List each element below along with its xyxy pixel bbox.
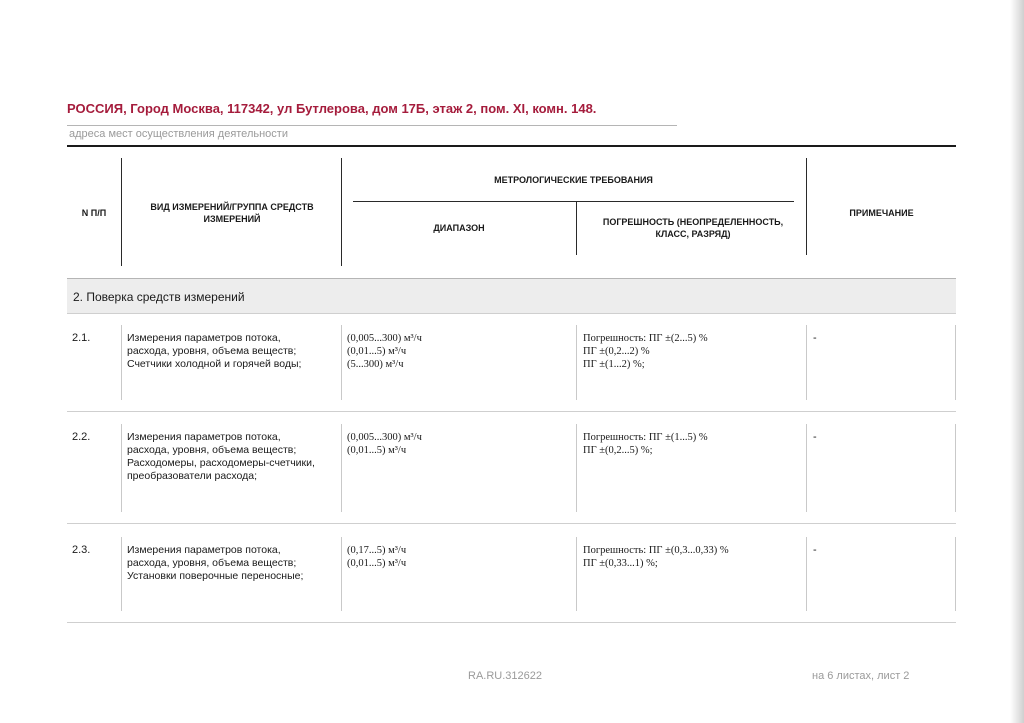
row-error-line: Погрешность: ПГ ±(1...5) % [583, 432, 708, 443]
row-divider [121, 537, 122, 611]
header-divider-2 [341, 158, 342, 266]
row-divider [806, 537, 807, 611]
header-error: ПОГРЕШНОСТЬ (НЕОПРЕДЕЛЕННОСТЬ, КЛАСС, РАЗРЯД) [602, 217, 784, 239]
row-divider [341, 325, 342, 400]
header-kind: ВИД ИЗМЕРЕНИЙ/ГРУППА СРЕДСТВ ИЗМЕРЕНИЙ [150, 202, 314, 224]
row-range-line: (0,01...5) м³/ч [347, 558, 407, 569]
row-kind-line: расхода, уровня, объема веществ; [127, 557, 297, 569]
row-kind-line: преобразователи расхода; [127, 470, 258, 482]
row-error-line: Погрешность: ПГ ±(0,3...0,33) % [583, 545, 729, 556]
footer-registry-code: RA.RU.312622 [468, 670, 542, 682]
row-error-line: ПГ ±(0,33...1) %; [583, 558, 658, 569]
row-range-line: (0,005...300) м³/ч [347, 432, 422, 443]
row-range-line: (0,005...300) м³/ч [347, 333, 422, 344]
row-error-line: ПГ ±(0,2...2) % [583, 346, 650, 357]
row-number: 2.2. [72, 431, 91, 443]
metro-subheader-line [353, 201, 794, 202]
row-range-line: (0,17...5) м³/ч [347, 545, 407, 556]
row-divider [806, 424, 807, 512]
section-bottom-line [67, 313, 956, 314]
row-kind-line: Расходомеры, расходомеры-счетчики, [127, 457, 315, 469]
section-title: 2. Поверка средств измерений [73, 290, 245, 304]
row-divider [341, 424, 342, 512]
row-note: - [813, 332, 817, 344]
row-separator [67, 411, 956, 412]
row-divider [955, 325, 956, 400]
row-error-line: Погрешность: ПГ ±(2...5) % [583, 333, 708, 344]
row-error [583, 544, 803, 570]
row-kind-line: расхода, уровня, объема веществ; [127, 345, 297, 357]
row-error-line: ПГ ±(0,2...5) %; [583, 445, 653, 456]
row-divider [806, 325, 807, 400]
row-divider [576, 537, 577, 611]
row-kind [127, 332, 337, 371]
header-metrological: МЕТРОЛОГИЧЕСКИЕ ТРЕБОВАНИЯ [494, 175, 653, 185]
row-note: - [813, 431, 817, 443]
row-kind [127, 544, 337, 583]
address-caption: адреса мест осуществления деятельности [69, 128, 288, 140]
row-kind-line: Измерения параметров потока, [127, 544, 281, 556]
row-kind-line: Измерения параметров потока, [127, 332, 281, 344]
row-divider [576, 424, 577, 512]
address-text: РОССИЯ, Город Москва, 117342, ул Бутлерова, дом 17Б, этаж 2, пом. XI, комн. 148. [67, 101, 597, 116]
row-kind-line: Счетчики холодной и горячей воды; [127, 358, 302, 370]
row-range-line: (5...300) м³/ч [347, 359, 404, 370]
row-kind-line: расхода, уровня, объема веществ; [127, 444, 297, 456]
row-divider [955, 537, 956, 611]
row-range [347, 431, 572, 457]
row-error [583, 431, 803, 457]
row-divider [121, 424, 122, 512]
row-number: 2.1. [72, 332, 91, 344]
row-range [347, 544, 572, 570]
row-divider [576, 325, 577, 400]
row-kind-line: Установки поверочные переносные; [127, 570, 304, 582]
header-note: ПРИМЕЧАНИЕ [849, 208, 914, 218]
header-divider-3 [576, 202, 577, 255]
row-divider [341, 537, 342, 611]
row-separator [67, 523, 956, 524]
header-divider-1 [121, 158, 122, 266]
row-divider [121, 325, 122, 400]
address-underline [67, 125, 677, 126]
row-range-line: (0,01...5) м³/ч [347, 346, 407, 357]
row-range [347, 332, 572, 371]
row-range-line: (0,01...5) м³/ч [347, 445, 407, 456]
table-top-border [67, 145, 956, 147]
row-kind [127, 431, 337, 483]
table-bottom-line [67, 622, 956, 623]
header-num: N П/П [81, 208, 107, 218]
row-note: - [813, 544, 817, 556]
row-error-line: ПГ ±(1...2) %; [583, 359, 645, 370]
footer-page-count: на 6 листах, лист 2 [812, 670, 910, 682]
page-edge-shadow [1010, 0, 1024, 723]
row-number: 2.3. [72, 544, 91, 556]
header-range: ДИАПАЗОН [433, 223, 485, 233]
row-divider [955, 424, 956, 512]
row-kind-line: Измерения параметров потока, [127, 431, 281, 443]
row-error [583, 332, 803, 371]
